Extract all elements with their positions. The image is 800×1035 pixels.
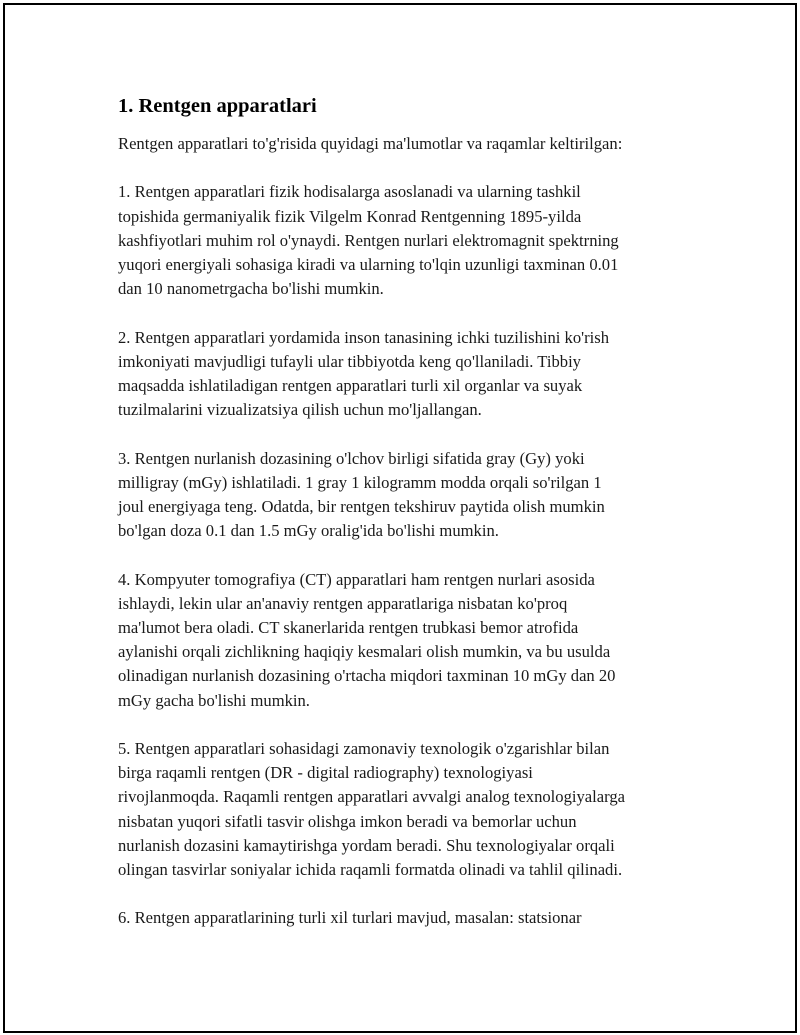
paragraph-5: 5. Rentgen apparatlari sohasidagi zamonaviy texnologik o'zgarishlar bilan birga raqamli rentgen (DR - digital radiography) texnologiyasi rivojlanmoqda. Raqamli rentgen apparatlari avvalgi analog texnologiyalarga nisbatan yuqori sifatli tasvir olishga imkon beradi va bemorlar uchun nurlanish dozasini kamaytirishga yordam beradi. Shu texnologiyalar orqali olingan tasvirlar soniyalar ichida raqamli formatda olinadi va tahlil qilinadi. bbox=[118, 739, 626, 880]
paragraph-3: 3. Rentgen nurlanish dozasining o'lchov birligi sifatida gray (Gy) yoki milligray (mGy) ishlatiladi. 1 gray 1 kilogramm modda orqali so'rilgan 1 joul energiyaga teng. Odatda, bir rentgen tekshiruv paytida olish mumkin bo'lgan doza 0.1 dan 1.5 mGy oralig'ida bo'lishi mumkin. bbox=[118, 448, 605, 541]
paragraph-4: 4. Kompyuter tomografiya (CT) apparatlari ham rentgen nurlari asosida ishlaydi, lekin ular an'anaviy rentgen apparatlariga nisbatan ko'proq ma'lumot bera oladi. CT skanerlarida rentgen trubkasi bemor atrofida aylanishi orqali zichlikning haqiqiy kesmalari olish mumkin, va bu usulda olinadigan nurlanish dozasining o'rtacha miqdori taxminan 10 mGy dan 20 mGy gacha bo'lishi mumkin. bbox=[118, 569, 616, 710]
paragraph-6: 6. Rentgen apparatlarining turli xil turlari mavjud, masalan: statsionar bbox=[118, 908, 582, 928]
document-heading: 1. Rentgen apparatlari bbox=[118, 95, 317, 117]
document-body bbox=[118, 92, 698, 955]
intro-paragraph: Rentgen apparatlari to'g'risida quyidagi ma'lumotlar va raqamlar keltirilgan: bbox=[118, 134, 623, 153]
paragraph-2: 2. Rentgen apparatlari yordamida inson tanasining ichki tuzilishini ko'rish imkoniyati mavjudligi tufayli ular tibbiyotda keng qo'llaniladi. Tibbiy maqsadda ishlatiladigan rentgen apparatlari turli xil organlar va suyak tuzilmalarini vizualizatsiya qilish uchun mo'ljallangan. bbox=[118, 327, 610, 420]
paragraph-1: 1. Rentgen apparatlari fizik hodisalarga asoslanadi va ularning tashkil topishida germaniyalik fizik Vilgelm Konrad Rentgenning 1895-yilda kashfiyotlari muhim rol o'ynaydi. Rentgen nurlari elektromagnit spektrning yuqori energiyali sohasiga kiradi va ularning to'lqin uzunligi taxminan 0.01 dan 10 nanometrgacha bo'lishi mumkin. bbox=[118, 182, 619, 299]
